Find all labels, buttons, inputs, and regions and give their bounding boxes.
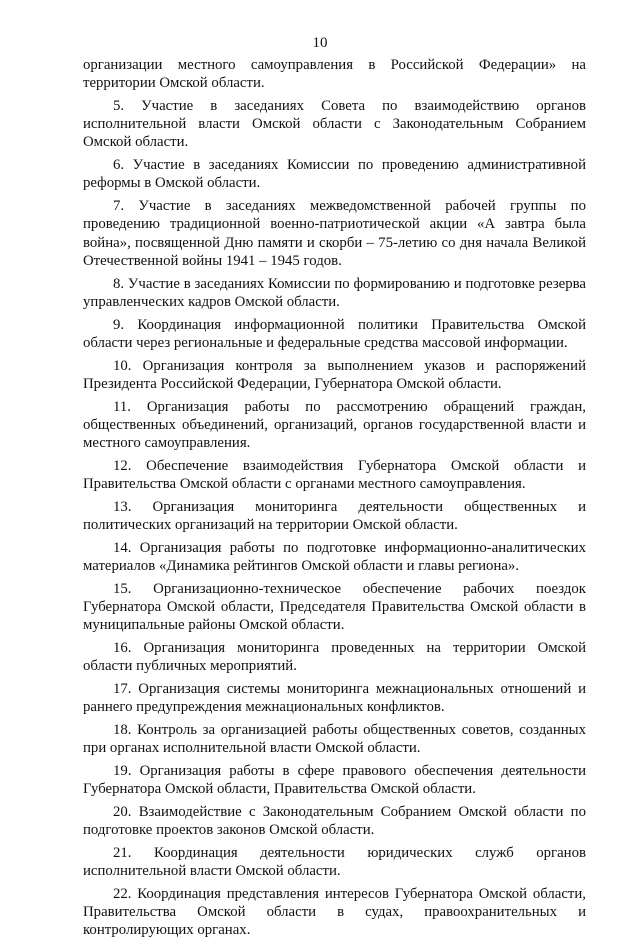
list-item-13: 13. Организация мониторинга деятельности общественных и политических организаций на территории Омской области. — [83, 498, 586, 534]
list-item-20: 20. Взаимодействие с Законодательным Собранием Омской области по подготовке проектов законов Омской области. — [83, 804, 586, 839]
list-item-15: 15. Организационно-техническое обеспечение рабочих поездок Губернатора Омской области, Председателя Правительства Омской области в муниципальные районы Омской области. — [83, 580, 586, 634]
paragraph-continuation: организации местного самоуправления в Российской Федерации» на территории Омской области. — [83, 57, 586, 92]
list-item-17: 17. Организация системы мониторинга межнациональных отношений и раннего предупреждения межнациональных конфликтов. — [83, 681, 586, 716]
list-item-19: 19. Организация работы в сфере правового обеспечения деятельности Губернатора Омской области, Правительства Омской области. — [83, 763, 586, 798]
list-item-8: 8. Участие в заседаниях Комиссии по формированию и подготовке резерва управленческих кадров Омской области. — [83, 275, 586, 310]
page-number: 10 — [312, 35, 328, 51]
list-item-21: 21. Координация деятельности юридических служб органов исполнительной власти Омской области. — [83, 845, 586, 880]
list-item-16: 16. Организация мониторинга проведенных на территории Омской области публичных мероприятий. — [83, 640, 586, 675]
list-item-9: 9. Координация информационной политики Правительства Омской области через региональные и федеральные средства массовой информации. — [83, 316, 586, 351]
list-item-10: 10. Организация контроля за выполнением указов и распоряжений Президента Российской Федерации, Губернатора Омской области. — [83, 357, 586, 392]
list-item-6: 6. Участие в заседаниях Комиссии по проведению административной реформы в Омской области. — [83, 157, 586, 192]
list-item-18: 18. Контроль за организацией работы общественных советов, созданных при органах исполнительной власти Омской области. — [83, 722, 586, 757]
list-item-22: 22. Координация представления интересов Губернатора Омской области, Правительства Омской области в судах, правоохранительных и контролирующих органах. — [83, 886, 586, 939]
list-item-14: 14. Организация работы по подготовке информационно-аналитических материалов «Динамика рейтингов Омской области и главы региона». — [83, 539, 586, 575]
list-item-7: 7. Участие в заседаниях межведомственной рабочей группы по проведению традиционной военно-патриотической акции «А завтра была война», посвященной Дню памяти и скорби – 75-летию со дня начала Великой Отечественной войны 1941 – 1945 годов. — [83, 198, 586, 269]
document-body — [83, 56, 586, 944]
list-item-12: 12. Обеспечение взаимодействия Губернатора Омской области и Правительства Омской области с органами местного самоуправления. — [83, 457, 586, 493]
list-item-5: 5. Участие в заседаниях Совета по взаимодействию органов исполнительной власти Омской области с Законодательным Собранием Омской области. — [83, 98, 586, 151]
list-item-11: 11. Организация работы по рассмотрению обращений граждан, общественных объединений, организаций, органов государственной власти и местного самоуправления. — [83, 398, 586, 452]
